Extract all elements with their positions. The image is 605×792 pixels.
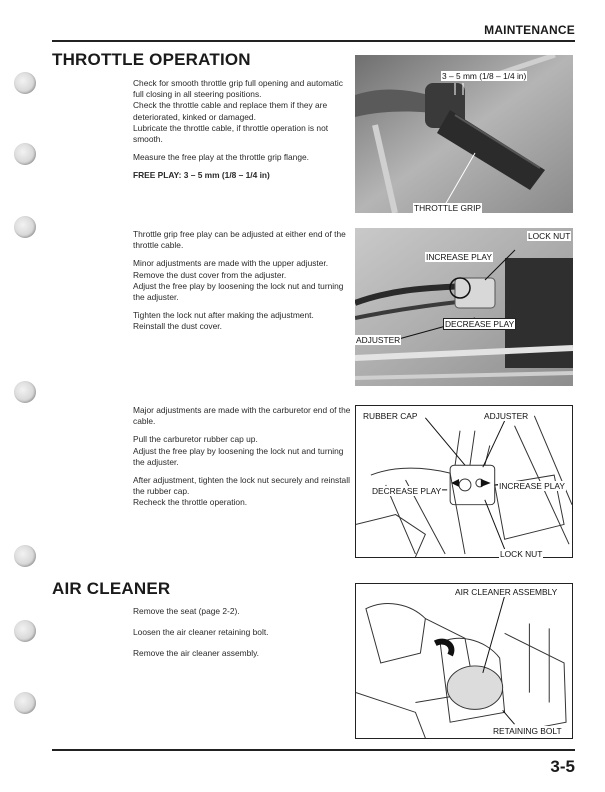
footer-rule bbox=[52, 749, 575, 751]
air-cleaner-drawing bbox=[355, 583, 573, 739]
text-line: Check for smooth throttle grip full opening and automatic full closing in all steering positions. bbox=[133, 78, 343, 100]
binder-hole bbox=[14, 620, 36, 642]
text-line: After adjustment, tighten the lock nut securely and reinstall the rubber cap. bbox=[133, 475, 350, 497]
increase-play-label: INCREASE PLAY bbox=[499, 481, 565, 491]
free-play-spec: FREE PLAY: 3 – 5 mm (1/8 – 1/4 in) bbox=[133, 170, 270, 181]
adjuster-label: ADJUSTER bbox=[484, 411, 529, 421]
binder-hole bbox=[14, 381, 36, 403]
rubber-cap-label: RUBBER CAP bbox=[363, 411, 418, 421]
throttle-text-block-1 bbox=[133, 78, 351, 189]
binder-hole bbox=[14, 143, 36, 165]
paragraph: Measure the free play at the throttle grip flange. bbox=[133, 152, 309, 163]
binder-hole bbox=[14, 216, 36, 238]
adjuster-label: ADJUSTER bbox=[356, 335, 401, 345]
paragraph bbox=[133, 434, 351, 468]
decrease-play-label: DECREASE PLAY bbox=[445, 319, 515, 329]
binder-hole bbox=[14, 72, 36, 94]
header-rule bbox=[52, 40, 575, 42]
retaining-bolt-label: RETAINING BOLT bbox=[493, 726, 562, 736]
lock-nut-label: LOCK NUT bbox=[528, 231, 571, 241]
text-line: Minor adjustments are made with the upper adjuster. bbox=[133, 258, 329, 269]
increase-play-label: INCREASE PLAY bbox=[426, 252, 492, 262]
air-cleaner-title: AIR CLEANER bbox=[52, 579, 171, 598]
paragraph bbox=[133, 310, 351, 332]
paragraph: Major adjustments are made with the carburetor end of the cable. bbox=[133, 405, 351, 427]
air-cleaner-text bbox=[133, 606, 351, 667]
text-line: Pull the carburetor rubber cap up. bbox=[133, 434, 258, 445]
lock-nut-label: LOCK NUT bbox=[500, 549, 543, 559]
paragraph bbox=[133, 475, 351, 509]
paragraph: Throttle grip free play can be adjusted at either end of the throttle cable. bbox=[133, 229, 346, 251]
text-line: Adjust the free play by loosening the lock nut and turning the adjuster. bbox=[133, 445, 344, 467]
text-line: Adjust the free play by loosening the lock nut and turning the adjuster. bbox=[133, 280, 344, 303]
text-line: Recheck the throttle operation. bbox=[133, 497, 248, 508]
paragraph bbox=[133, 78, 351, 145]
carburetor-adjuster-drawing bbox=[355, 405, 573, 558]
binder-hole bbox=[14, 545, 36, 567]
air-cleaner-illustration bbox=[356, 584, 572, 738]
paragraph: Remove the air cleaner assembly. bbox=[133, 648, 259, 659]
paragraph: Loosen the air cleaner retaining bolt. bbox=[133, 627, 269, 638]
throttle-operation-title: THROTTLE OPERATION bbox=[52, 50, 251, 69]
text-line: Reinstall the dust cover. bbox=[133, 321, 222, 332]
text-line: Remove the dust cover from the adjuster. bbox=[133, 269, 287, 280]
paragraph bbox=[133, 258, 351, 303]
throttle-text-block-3 bbox=[133, 405, 351, 516]
paragraph: Remove the seat (page 2-2). bbox=[133, 606, 240, 616]
free-play-measure-label: 3 – 5 mm (1/8 – 1/4 in) bbox=[442, 71, 527, 81]
text-line: Tighten the lock nut after making the adjustment. bbox=[133, 310, 314, 321]
upper-adjuster-photo bbox=[355, 228, 573, 386]
text-line: Lubricate the throttle cable, if throttle operation is not smooth. bbox=[133, 122, 329, 145]
throttle-grip-photo bbox=[355, 55, 573, 213]
throttle-text-block-2 bbox=[133, 229, 351, 340]
section-header: MAINTENANCE bbox=[484, 23, 575, 37]
throttle-grip-label: THROTTLE GRIP bbox=[414, 203, 482, 213]
text-line: Check the throttle cable and replace them if they are deteriorated, kinked or damaged. bbox=[133, 100, 328, 122]
air-cleaner-assembly-label: AIR CLEANER ASSEMBLY bbox=[455, 587, 558, 597]
decrease-play-label: DECREASE PLAY bbox=[372, 486, 442, 496]
binder-hole bbox=[14, 692, 36, 714]
page-number: 3-5 bbox=[550, 757, 575, 776]
